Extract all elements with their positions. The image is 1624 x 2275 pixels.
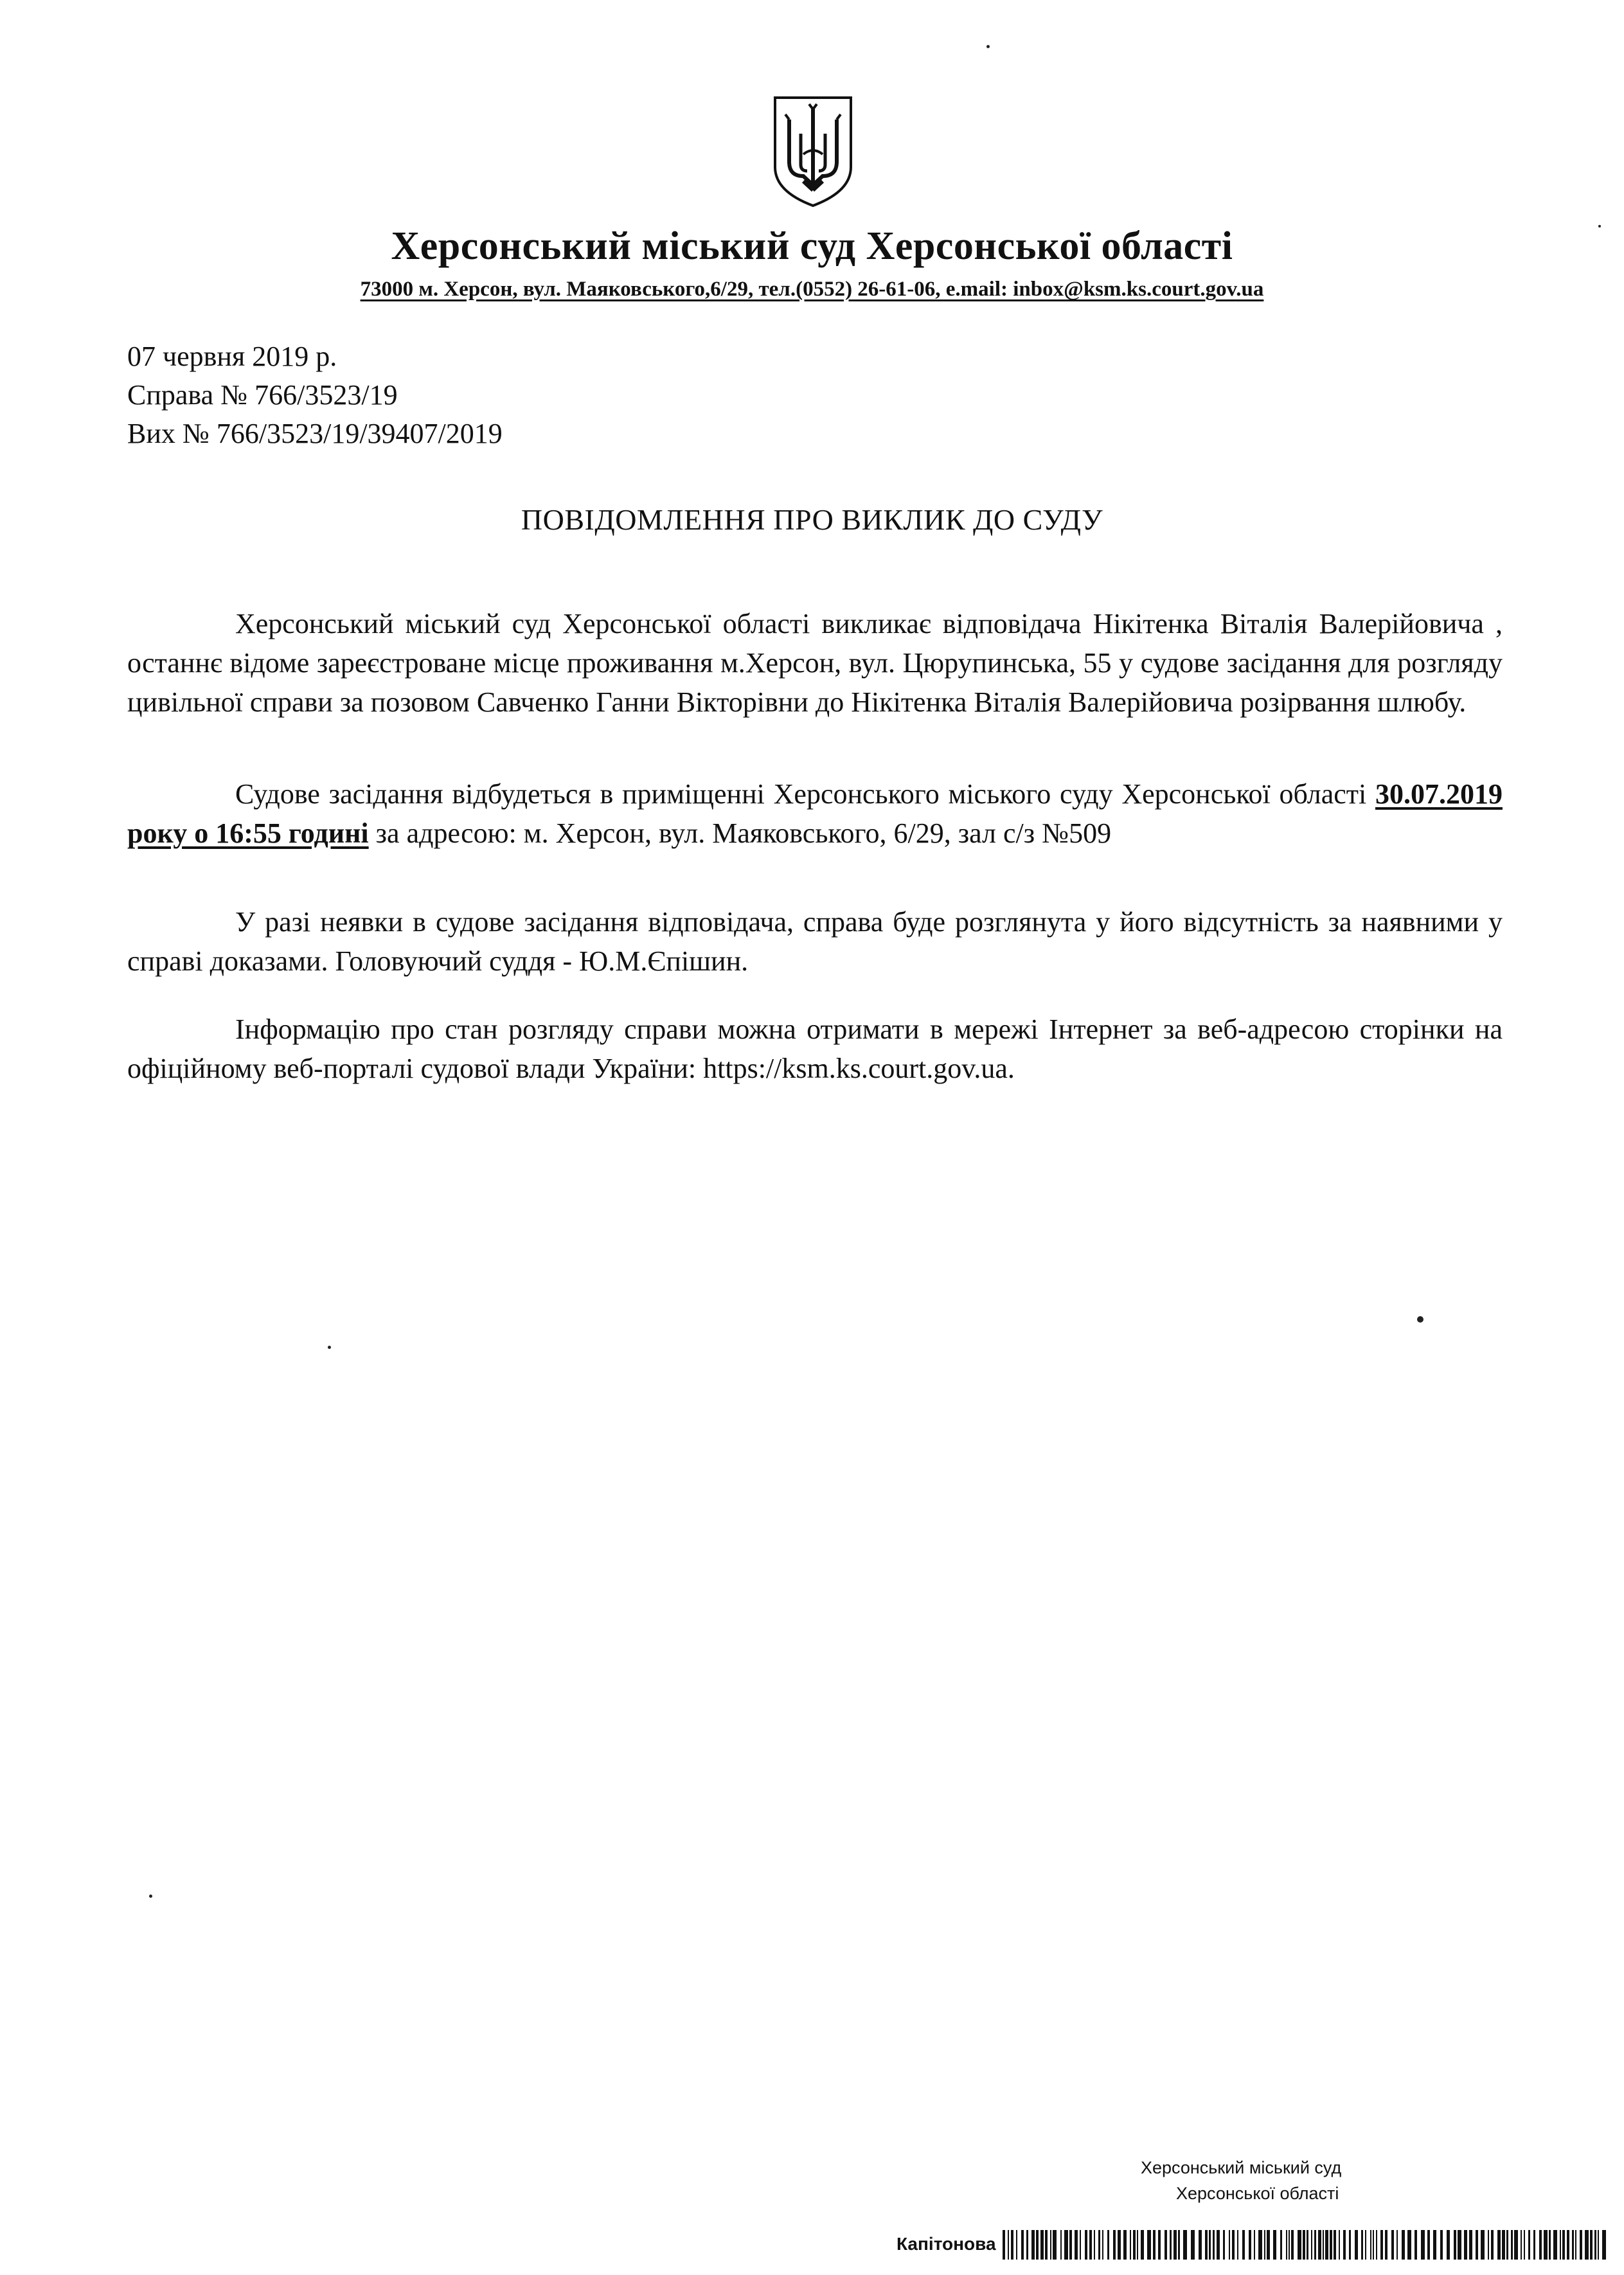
stamp-court-line: Херсонський міський суд [1141, 2158, 1342, 2177]
barcode-bar [1334, 2230, 1336, 2260]
barcode-bar [1209, 2230, 1211, 2260]
barcode-bar [1533, 2230, 1535, 2260]
barcode-bar [1060, 2230, 1062, 2260]
barcode-bar [1016, 2230, 1017, 2260]
barcode-bar [1040, 2230, 1044, 2260]
barcode-bar [1254, 2230, 1255, 2260]
barcode-bar [1373, 2230, 1374, 2260]
barcode-bar [1147, 2230, 1151, 2260]
barcode-bar [1481, 2230, 1485, 2260]
barcode-bar [1391, 2230, 1394, 2260]
barcode-bar [1407, 2230, 1411, 2260]
barcode-bar [1141, 2230, 1144, 2260]
barcode-bar [1339, 2230, 1340, 2260]
scan-speck [1417, 1316, 1423, 1323]
barcode-bar [1506, 2230, 1508, 2260]
paragraph-absence-text: У разі неявки в судове засідання відповідача, справа буде розглянута у його відсутність за наявними у справі доказами. Головуючий суддя - Ю.М.Єпішин. [127, 906, 1503, 977]
barcode-bar [1567, 2230, 1569, 2260]
barcode-bar [1447, 2230, 1450, 2260]
barcode-bar [1318, 2230, 1321, 2260]
barcode-bar [1123, 2230, 1127, 2260]
barcode-bar [1396, 2230, 1398, 2260]
barcode-bar [1497, 2230, 1501, 2260]
barcode-bar [1232, 2230, 1235, 2260]
barcode-bar [1264, 2230, 1265, 2260]
barcode-bar [1598, 2230, 1599, 2260]
barcode-bar [1258, 2230, 1262, 2260]
barcode-bar [1102, 2230, 1103, 2260]
barcode-bar [1414, 2230, 1417, 2260]
barcode-bar [1343, 2230, 1346, 2260]
barcode-bar [1069, 2230, 1072, 2260]
barcode-bar [1242, 2230, 1245, 2260]
barcode-bar [1113, 2230, 1116, 2260]
barcode-bar [1036, 2230, 1039, 2260]
barcode-bar [1560, 2230, 1561, 2260]
barcode-bar [1107, 2230, 1109, 2260]
scan-speck [1598, 225, 1601, 228]
barcode-bar [1050, 2230, 1051, 2260]
barcode-bar [1440, 2230, 1443, 2260]
barcode-bar [1137, 2230, 1138, 2260]
paragraph-absence [127, 902, 1503, 981]
barcode-bar [1311, 2230, 1312, 2260]
stamp-region-line: Херсонської області [1176, 2184, 1339, 2203]
barcode-bar [1454, 2230, 1456, 2260]
barcode-bar [1223, 2230, 1225, 2260]
barcode-bar [1085, 2230, 1087, 2260]
barcode-bar [1553, 2230, 1557, 2260]
barcode-bar [1199, 2230, 1202, 2260]
registration-stamp [897, 2158, 1610, 2267]
document-title: ПОВІДОМЛЕННЯ ПРО ВИКЛИК ДО СУДУ [521, 503, 1103, 536]
barcode-bar [1433, 2230, 1436, 2260]
barcode-bar [1011, 2230, 1013, 2260]
barcode-bar [1488, 2230, 1489, 2260]
scan-speck [149, 1895, 152, 1898]
outgoing-number: Вих № 766/3523/19/39407/2019 [127, 418, 503, 449]
paragraph-info [127, 1010, 1503, 1088]
barcode-bar [1355, 2230, 1358, 2260]
barcode-bar [1280, 2230, 1282, 2260]
barcode-bar [1130, 2230, 1131, 2260]
barcode-bar [1544, 2230, 1548, 2260]
barcode-icon [1003, 2230, 1610, 2260]
barcode-bar [1458, 2230, 1461, 2260]
barcode-bar [1191, 2230, 1195, 2260]
barcode-bar [1511, 2230, 1513, 2260]
barcode-bar [1602, 2230, 1606, 2260]
barcode-bar [1402, 2230, 1405, 2260]
barcode-bar [1229, 2230, 1230, 2260]
barcode-bar [1249, 2230, 1251, 2260]
barcode-bar [1053, 2230, 1057, 2260]
court-name: Херсонський міський суд Херсонської області [391, 224, 1233, 268]
barcode-bar [1361, 2230, 1363, 2260]
barcode-bar [1075, 2230, 1078, 2260]
barcode-bar [1376, 2230, 1377, 2260]
barcode-bar [1170, 2230, 1172, 2260]
barcode-bar [1349, 2230, 1351, 2260]
barcode-bar [1089, 2230, 1092, 2260]
barcode-bar [1562, 2230, 1565, 2260]
barcode-bar [1173, 2230, 1177, 2260]
barcode-bar [1514, 2230, 1518, 2260]
barcode-bar [1094, 2230, 1095, 2260]
scan-speck [328, 1346, 331, 1349]
barcode-bar [1427, 2230, 1430, 2260]
barcode-bar [1286, 2230, 1287, 2260]
barcode-bar [1237, 2230, 1238, 2260]
barcode-bar [1158, 2230, 1161, 2260]
barcode-bar [1267, 2230, 1270, 2260]
barcode-bar [1178, 2230, 1180, 2260]
barcode-bar [1064, 2230, 1068, 2260]
barcode-bar [1291, 2230, 1294, 2260]
scan-speck [986, 45, 990, 48]
barcode-bar [1549, 2230, 1551, 2260]
barcode-bar [1021, 2230, 1024, 2260]
barcode-bar [1325, 2230, 1328, 2260]
barcode-bar [1003, 2230, 1005, 2260]
barcode-bar [1217, 2230, 1220, 2260]
barcode-bar [1153, 2230, 1156, 2260]
barcode-bar [1045, 2230, 1048, 2260]
barcode-bar [1205, 2230, 1208, 2260]
barcode-bar [1031, 2230, 1035, 2260]
barcode-bar [1464, 2230, 1467, 2260]
barcode-bar [1380, 2230, 1383, 2260]
barcode-bar [1298, 2230, 1301, 2260]
barcode-bar [1330, 2230, 1332, 2260]
barcode-bar [1385, 2230, 1388, 2260]
barcode-bar [1365, 2230, 1366, 2260]
barcode-bar [1080, 2230, 1081, 2260]
barcode-bar [1118, 2230, 1121, 2260]
barcode-bar [1303, 2230, 1305, 2260]
barcode-bar [1289, 2230, 1290, 2260]
barcode-bar [1585, 2230, 1589, 2260]
hearing-text-after: за адресою: м. Херсон, вул. Маяковського, 6/29, зал с/з №509 [368, 817, 1112, 849]
document-meta [127, 337, 503, 453]
barcode-bar [1213, 2230, 1215, 2260]
barcode-bar [1314, 2230, 1316, 2260]
barcode-bar [1370, 2230, 1371, 2260]
barcode-bar [1421, 2230, 1425, 2260]
hearing-text-before: Судове засідання відбудеться в приміщенні Херсонського міського суду Херсонської області [235, 778, 1375, 810]
barcode-bar [1476, 2230, 1478, 2260]
hearing-datetime: 30.07.2019 року о 16:55 годині [127, 778, 1503, 849]
paragraph-info-text: Інформацію про стан розгляду справи можна отримати в мережі Інтернет за веб-адресою сторінки на офіційному веб-порталі судової влади України: https://ksm.ks.court.gov.ua. [127, 1013, 1503, 1084]
paragraph-summons-text: Херсонський міський суд Херсонської області викликає відповідача Нікітенка Віталія Валерійовича , останнє відоме зареєстроване місце проживання м.Херсон, вул. Цюрупинська, 55 у судове засідання для розгляду цивільної справи за позовом Савченко Ганни Вікторівни до Нікітенка Віталія Валерійовича розірвання шлюбу. [127, 608, 1503, 718]
barcode-bar [1008, 2230, 1009, 2260]
barcode-bar [1524, 2230, 1525, 2260]
barcode-bar [1273, 2230, 1276, 2260]
barcode-bar [1164, 2230, 1167, 2260]
barcode-bar [1491, 2230, 1494, 2260]
barcode-bar [1572, 2230, 1574, 2260]
barcode-bar [1502, 2230, 1505, 2260]
barcode-bar [1580, 2230, 1582, 2260]
barcode-bar [1307, 2230, 1308, 2260]
court-address-line: 73000 м. Херсон, вул. Маяковського,6/29, тел.(0552) 26-61-06, e.mail: inbox@ksm.ks.court.gov.ua [360, 278, 1264, 301]
barcode-bar [1521, 2230, 1522, 2260]
barcode-bar [1590, 2230, 1593, 2260]
barcode-bar [1323, 2230, 1324, 2260]
case-number: Справа № 766/3523/19 [127, 379, 398, 411]
barcode-bar [1469, 2230, 1472, 2260]
barcode-bar [1183, 2230, 1187, 2260]
barcode-bar [1133, 2230, 1136, 2260]
barcode-bar [1528, 2230, 1530, 2260]
barcode-bar [1594, 2230, 1596, 2260]
paragraph-summons [127, 604, 1503, 722]
barcode-bar [1575, 2230, 1576, 2260]
stamp-clerk-name: Капітонова [897, 2234, 996, 2254]
document-date: 07 червня 2019 р. [127, 341, 337, 372]
barcode-bar [1098, 2230, 1100, 2260]
paragraph-hearing [127, 774, 1503, 853]
ukraine-trident-emblem-icon [770, 95, 856, 208]
barcode-bar [1539, 2230, 1542, 2260]
barcode-bar [1026, 2230, 1028, 2260]
